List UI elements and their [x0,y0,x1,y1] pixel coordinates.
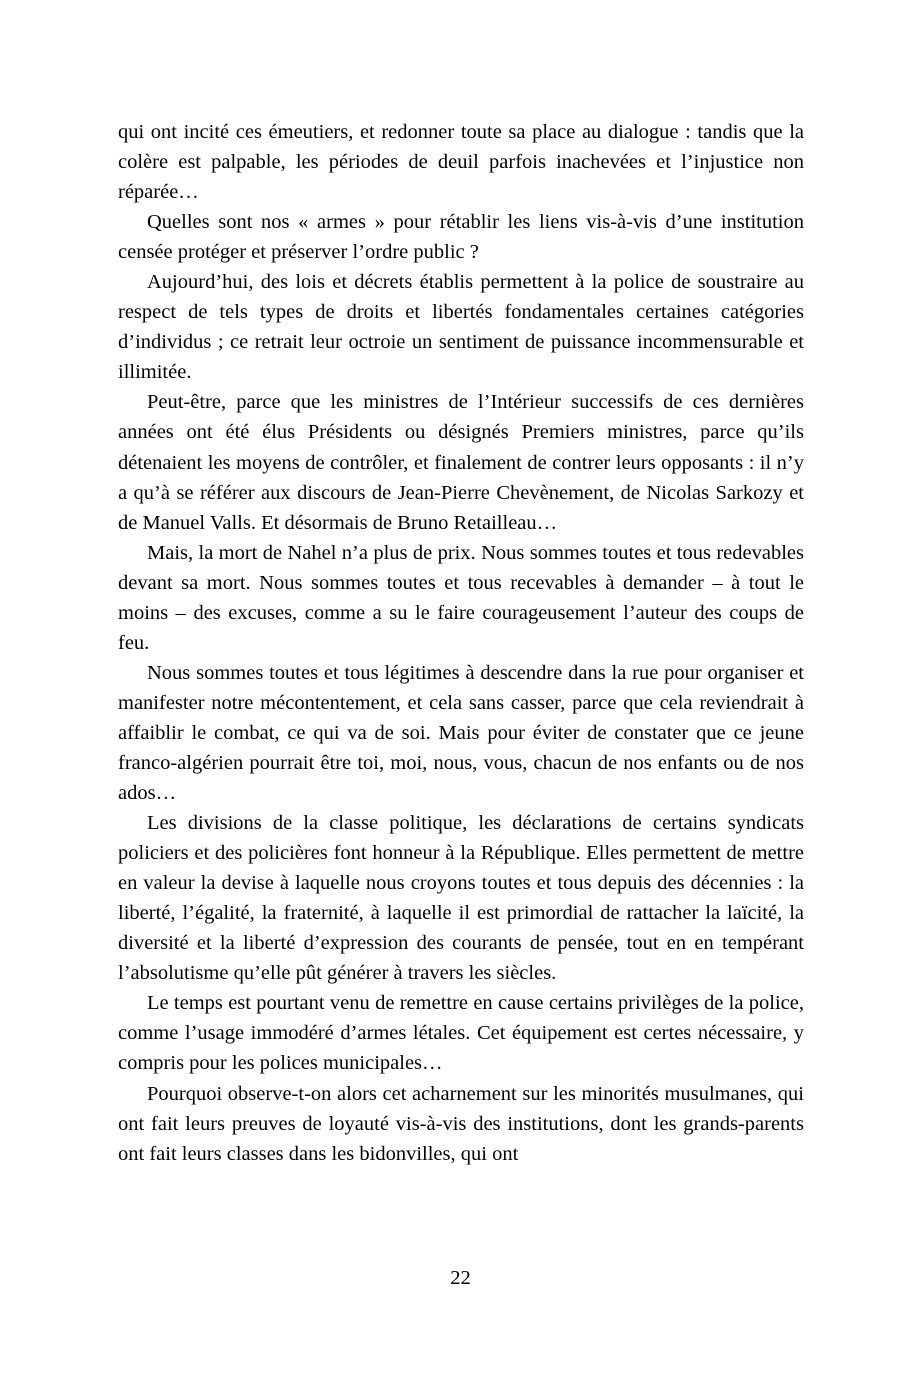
paragraph-5: Mais, la mort de Nahel n’a plus de prix. Nous sommes toutes et tous redevables devant sa mort. Nous sommes toutes et tous recevables à demander – à tout le moins – des excuses, comme a su le faire courageusement l’auteur des coups de feu. [118,541,804,654]
paragraph-6: Nous sommes toutes et tous légitimes à descendre dans la rue pour organiser et manifester notre mécontentement, et cela sans casser, parce que cela reviendrait à affaiblir le combat, ce qui va de soi. Mais pour éviter de constater que ce jeune franco-algérien pourrait être toi, moi, nous, vous, chacun de nos enfants ou de nos ados… [118,661,804,805]
body-text [118,117,804,1169]
paragraph-4: Peut-être, parce que les ministres de l’Intérieur successifs de ces dernières années ont été élus Présidents ou désignés Premiers ministres, parce qu’ils détenaient les moyens de contrôler, et finalement de contrer leurs opposants : il n’y a qu’à se référer aux discours de Jean-Pierre Chevènement, de Nicolas Sarkozy et de Manuel Valls. Et désormais de Bruno Retailleau… [118,391,804,534]
page-number: 22 [450,1267,471,1289]
paragraph-8: Le temps est pourtant venu de remettre en cause certains privilèges de la police, comme l’usage immodéré d’armes létales. Cet équipement est certes nécessaire, y compris pour les polices municipales… [118,992,804,1075]
paragraph-7: Les divisions de la classe politique, les déclarations de certains syndicats policiers et des policières font honneur à la République. Elles permettent de mettre en valeur la devise à laquelle nous croyons toutes et tous depuis des décennies : la liberté, l’égalité, la fraternité, à laquelle il est primordial de rattacher la laïcité, la diversité et la liberté d’expression des courants de pensée, tout en en tempérant l’absolutisme qu’elle pût générer à travers les siècles. [118,812,804,985]
paragraph-2: Quelles sont nos « armes » pour rétablir les liens vis-à-vis d’une institution censée protéger et préserver l’ordre public ? [118,211,804,264]
paragraph-3: Aujourd’hui, des lois et décrets établis permettent à la police de soustraire au respect de tels types de droits et libertés fondamentales certaines catégories d’individus ; ce retrait leur octroie un sentiment de puissance incommensurable et illimitée. [118,271,804,384]
paragraph-9: Pourquoi observe-t-on alors cet acharnement sur les minorités musulmanes, qui ont fait leurs preuves de loyauté vis-à-vis des institutions, dont les grands-parents ont fait leurs classes dans les bidonvilles, qui ont [118,1082,804,1165]
paragraph-1: qui ont incité ces émeutiers, et redonner toute sa place au dialogue : tandis que la colère est palpable, les périodes de deuil parfois inachevées et l’injustice non réparée… [118,121,804,204]
